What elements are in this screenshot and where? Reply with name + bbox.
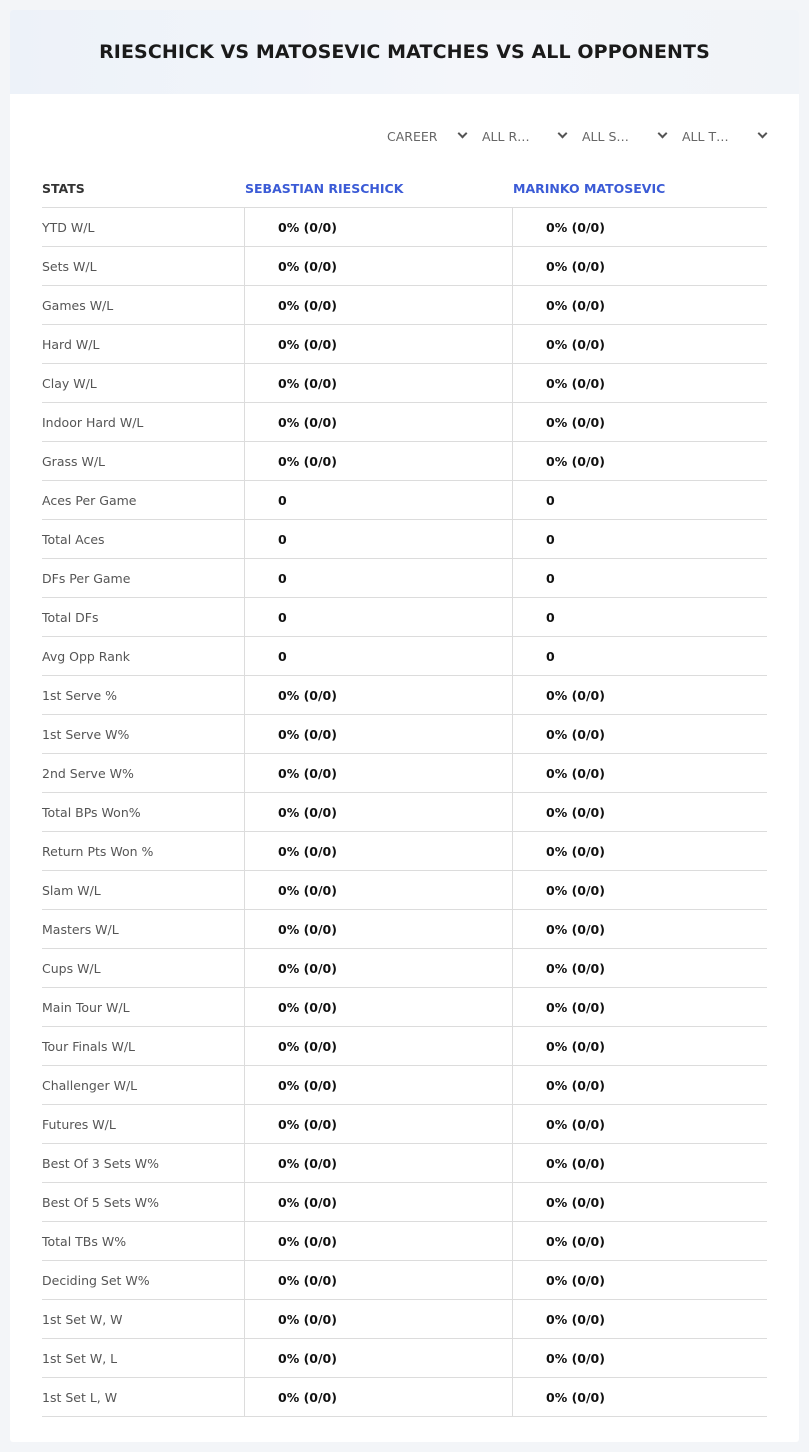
stat-label: Clay W/L xyxy=(42,375,97,391)
player2-value: 0% (0/0) xyxy=(512,1144,767,1182)
player1-value: 0% (0/0) xyxy=(244,1300,512,1338)
filter-label: ALL R… xyxy=(482,128,530,144)
table-row xyxy=(42,1105,767,1144)
stat-label: DFs Per Game xyxy=(42,570,131,586)
player1-value: 0% (0/0) xyxy=(244,715,512,753)
player2-value: 0% (0/0) xyxy=(512,286,767,324)
player1-value: 0% (0/0) xyxy=(244,754,512,792)
player1-value: 0% (0/0) xyxy=(244,910,512,948)
stat-label: Sets W/L xyxy=(42,258,97,274)
stat-label: Avg Opp Rank xyxy=(42,648,131,664)
filter-dropdown-4[interactable] xyxy=(682,126,768,146)
player2-value: 0% (0/0) xyxy=(512,442,767,480)
stat-label: Best Of 3 Sets W% xyxy=(42,1155,160,1171)
player1-value: 0% (0/0) xyxy=(244,676,512,714)
player2-value: 0% (0/0) xyxy=(512,754,767,792)
player2-value: 0% (0/0) xyxy=(512,364,767,402)
card-header xyxy=(10,10,799,94)
player2-value: 0% (0/0) xyxy=(512,1222,767,1260)
player2-value: 0% (0/0) xyxy=(512,832,767,870)
stat-label: Total TBs W% xyxy=(42,1233,127,1249)
stat-label: Total DFs xyxy=(42,609,99,625)
stats-table xyxy=(42,169,767,1417)
column-header-stats: STATS xyxy=(42,180,85,196)
table-row xyxy=(42,286,767,325)
player2-value: 0% (0/0) xyxy=(512,1300,767,1338)
filter-label: ALL T… xyxy=(682,128,729,144)
stat-label: Total BPs Won% xyxy=(42,804,141,820)
player2-value: 0% (0/0) xyxy=(512,1066,767,1104)
chevron-down-icon xyxy=(658,129,668,139)
player1-value: 0% (0/0) xyxy=(244,1261,512,1299)
table-row xyxy=(42,247,767,286)
player2-value: 0 xyxy=(512,520,767,558)
player2-value: 0% (0/0) xyxy=(512,910,767,948)
player2-value: 0% (0/0) xyxy=(512,1378,767,1416)
page-title: RIESCHICK VS MATOSEVIC MATCHES VS ALL OPPONENTS xyxy=(99,41,710,63)
stat-label: Challenger W/L xyxy=(42,1077,138,1093)
player1-value: 0% (0/0) xyxy=(244,1066,512,1104)
player1-value: 0 xyxy=(244,481,512,519)
chevron-down-icon xyxy=(558,129,568,139)
table-row xyxy=(42,637,767,676)
player2-value: 0% (0/0) xyxy=(512,403,767,441)
stat-label: 1st Set W, L xyxy=(42,1350,118,1366)
table-row xyxy=(42,403,767,442)
player1-value: 0% (0/0) xyxy=(244,1105,512,1143)
player1-value: 0% (0/0) xyxy=(244,403,512,441)
player2-value: 0 xyxy=(512,559,767,597)
stat-label: Return Pts Won % xyxy=(42,843,154,859)
stat-label: Hard W/L xyxy=(42,336,100,352)
stat-label: Main Tour W/L xyxy=(42,999,130,1015)
column-header-player1[interactable]: SEBASTIAN RIESCHICK xyxy=(245,180,404,196)
table-row xyxy=(42,910,767,949)
table-row xyxy=(42,1027,767,1066)
table-row xyxy=(42,442,767,481)
stat-label: Futures W/L xyxy=(42,1116,116,1132)
table-row xyxy=(42,364,767,403)
player2-value: 0% (0/0) xyxy=(512,988,767,1026)
stat-label: 1st Set W, W xyxy=(42,1311,123,1327)
table-row xyxy=(42,520,767,559)
table-row xyxy=(42,1261,767,1300)
table-row xyxy=(42,208,767,247)
filter-bar xyxy=(373,126,768,146)
player2-value: 0% (0/0) xyxy=(512,325,767,363)
stats-card xyxy=(10,10,799,1442)
player2-value: 0% (0/0) xyxy=(512,871,767,909)
player1-value: 0% (0/0) xyxy=(244,1339,512,1377)
table-row xyxy=(42,325,767,364)
stat-label: Total Aces xyxy=(42,531,105,547)
table-row xyxy=(42,988,767,1027)
player1-value: 0% (0/0) xyxy=(244,988,512,1026)
stat-label: Best Of 5 Sets W% xyxy=(42,1194,160,1210)
stat-label: YTD W/L xyxy=(42,219,95,235)
stat-label: 1st Set L, W xyxy=(42,1389,118,1405)
table-row xyxy=(42,481,767,520)
player2-value: 0 xyxy=(512,481,767,519)
stat-label: 1st Serve W% xyxy=(42,726,130,742)
stat-label: Grass W/L xyxy=(42,453,106,469)
player2-value: 0% (0/0) xyxy=(512,1105,767,1143)
player1-value: 0 xyxy=(244,637,512,675)
table-row xyxy=(42,1378,767,1417)
stat-label: Indoor Hard W/L xyxy=(42,414,144,430)
table-row xyxy=(42,949,767,988)
player2-value: 0% (0/0) xyxy=(512,1339,767,1377)
filter-dropdown-2[interactable] xyxy=(482,126,568,146)
player1-value: 0% (0/0) xyxy=(244,208,512,246)
table-row xyxy=(42,1144,767,1183)
table-row xyxy=(42,754,767,793)
table-row xyxy=(42,676,767,715)
stat-label: 2nd Serve W% xyxy=(42,765,134,781)
player2-value: 0% (0/0) xyxy=(512,1261,767,1299)
filter-label: ALL S… xyxy=(582,128,629,144)
filter-dropdown-3[interactable] xyxy=(582,126,668,146)
table-row xyxy=(42,1066,767,1105)
player1-value: 0% (0/0) xyxy=(244,1378,512,1416)
player2-value: 0% (0/0) xyxy=(512,715,767,753)
table-header xyxy=(42,169,767,208)
filter-label: CAREER xyxy=(387,128,438,144)
player1-value: 0% (0/0) xyxy=(244,1183,512,1221)
stat-label: Games W/L xyxy=(42,297,114,313)
chevron-down-icon xyxy=(458,129,468,139)
player1-value: 0% (0/0) xyxy=(244,832,512,870)
player2-value: 0 xyxy=(512,598,767,636)
player1-value: 0% (0/0) xyxy=(244,793,512,831)
player2-value: 0% (0/0) xyxy=(512,1183,767,1221)
table-row xyxy=(42,1300,767,1339)
player1-value: 0% (0/0) xyxy=(244,364,512,402)
player1-value: 0% (0/0) xyxy=(244,442,512,480)
filter-dropdown-1[interactable] xyxy=(387,126,468,146)
player1-value: 0% (0/0) xyxy=(244,325,512,363)
player2-value: 0% (0/0) xyxy=(512,793,767,831)
table-row xyxy=(42,598,767,637)
player2-value: 0% (0/0) xyxy=(512,949,767,987)
chevron-down-icon xyxy=(758,129,768,139)
player1-value: 0% (0/0) xyxy=(244,1144,512,1182)
player1-value: 0% (0/0) xyxy=(244,247,512,285)
player1-value: 0% (0/0) xyxy=(244,286,512,324)
table-row xyxy=(42,793,767,832)
stat-label: Slam W/L xyxy=(42,882,101,898)
player1-value: 0% (0/0) xyxy=(244,1222,512,1260)
player1-value: 0% (0/0) xyxy=(244,871,512,909)
table-row xyxy=(42,871,767,910)
player1-value: 0 xyxy=(244,520,512,558)
stat-label: Cups W/L xyxy=(42,960,101,976)
stat-label: Deciding Set W% xyxy=(42,1272,150,1288)
table-row xyxy=(42,559,767,598)
stat-label: Masters W/L xyxy=(42,921,119,937)
stat-label: Aces Per Game xyxy=(42,492,137,508)
player2-value: 0% (0/0) xyxy=(512,208,767,246)
player2-value: 0% (0/0) xyxy=(512,676,767,714)
column-header-player2[interactable]: MARINKO MATOSEVIC xyxy=(513,180,666,196)
player1-value: 0 xyxy=(244,598,512,636)
player1-value: 0 xyxy=(244,559,512,597)
player2-value: 0% (0/0) xyxy=(512,1027,767,1065)
table-row xyxy=(42,1183,767,1222)
stat-label: 1st Serve % xyxy=(42,687,118,703)
player2-value: 0% (0/0) xyxy=(512,247,767,285)
table-row xyxy=(42,1222,767,1261)
table-row xyxy=(42,1339,767,1378)
player1-value: 0% (0/0) xyxy=(244,949,512,987)
table-row xyxy=(42,715,767,754)
stat-label: Tour Finals W/L xyxy=(42,1038,136,1054)
player1-value: 0% (0/0) xyxy=(244,1027,512,1065)
table-row xyxy=(42,832,767,871)
table-body xyxy=(42,208,767,1417)
player2-value: 0 xyxy=(512,637,767,675)
